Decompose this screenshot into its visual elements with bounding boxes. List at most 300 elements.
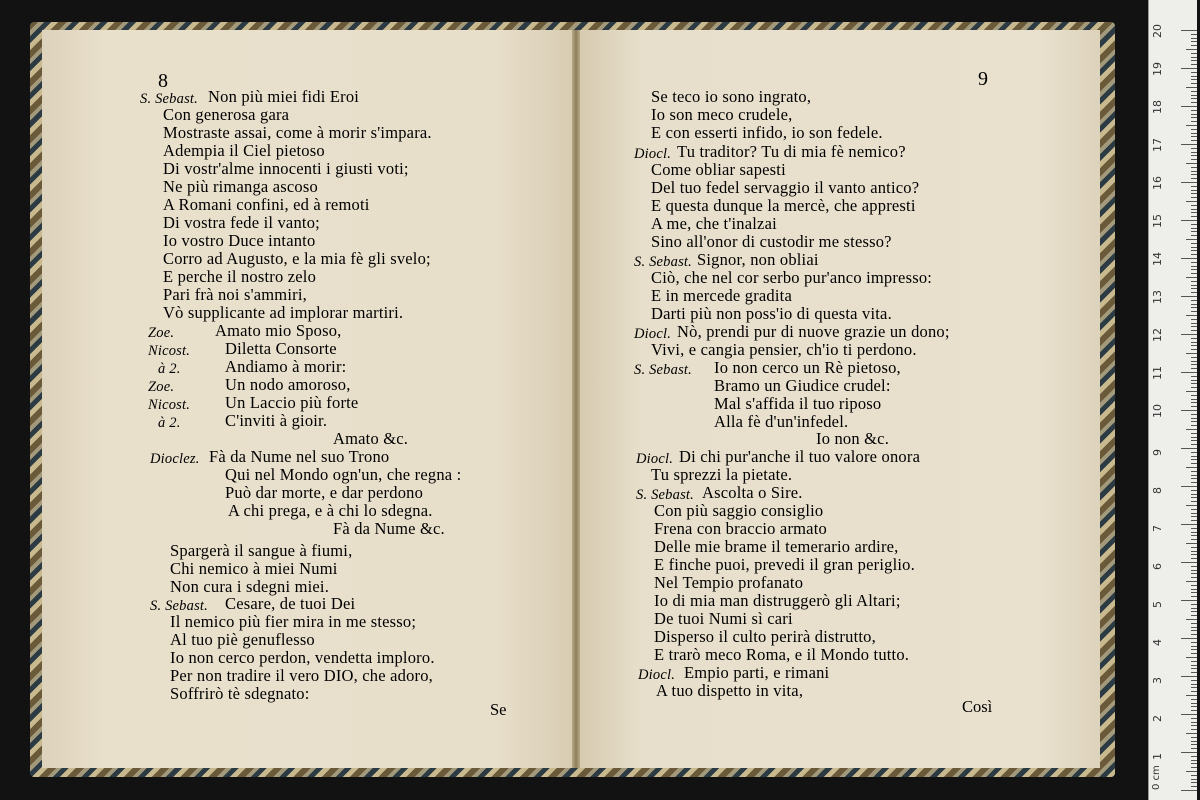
ruler-tick [1191, 630, 1197, 631]
ruler-number: 1 [1151, 753, 1164, 760]
ruler-tick [1191, 482, 1197, 483]
verse-line: Non più miei fidi Eroi [208, 87, 360, 106]
ruler-tick [1186, 733, 1197, 734]
ruler-number: 6 [1151, 563, 1164, 570]
ruler-tick [1191, 159, 1197, 160]
ruler-tick [1186, 277, 1197, 278]
ruler-tick [1191, 706, 1197, 707]
verse-line: De tuoi Numi sì cari [654, 609, 793, 628]
verse-line: Tu sprezzi la pietate. [651, 465, 793, 484]
verse-line: Io di mia man distruggerò gli Altari; [654, 591, 901, 610]
ruler-tick [1186, 201, 1197, 202]
ruler-tick [1191, 273, 1197, 274]
ruler-tick [1191, 190, 1197, 191]
verse-line: Pari frà noi s'ammiri, [163, 285, 307, 304]
ruler-tick [1191, 570, 1197, 571]
verse-line: Bramo un Giudice crudel: [714, 376, 891, 395]
speaker: à 2. [158, 415, 181, 431]
verse-line: Può dar morte, e dar perdono [225, 483, 424, 502]
ruler-tick [1191, 228, 1197, 229]
ruler-tick [1191, 634, 1197, 635]
verse-line: Cesare, de tuoi Dei [225, 594, 356, 613]
ruler-tick [1191, 304, 1197, 305]
ruler-number: 9 [1151, 449, 1164, 456]
ruler-tick [1191, 349, 1197, 350]
ruler-tick [1191, 38, 1197, 39]
verse-line: Chi nemico à miei Numi [170, 559, 338, 578]
ruler-tick [1191, 148, 1197, 149]
verse-line: Non cura i sdegni miei. [170, 577, 330, 596]
verse-line: Nel Tempio profanato [654, 573, 804, 592]
speaker: S. Sebast. [636, 487, 694, 503]
ruler-tick [1191, 478, 1197, 479]
ruler-tick [1191, 262, 1197, 263]
ruler-tick [1191, 551, 1197, 552]
ruler-tick [1191, 566, 1197, 567]
ruler-tick [1186, 87, 1197, 88]
ruler-tick [1181, 144, 1197, 145]
speaker: Nicost. [148, 343, 191, 359]
ruler-tick [1186, 695, 1197, 696]
ruler-tick [1181, 600, 1197, 601]
book-gutter [572, 30, 580, 768]
ruler-tick [1191, 452, 1197, 453]
ruler-tick [1191, 41, 1197, 42]
ruler-tick [1191, 98, 1197, 99]
ruler-tick [1191, 364, 1197, 365]
verse-line: Fà da Nume &c. [333, 519, 445, 538]
ruler-tick [1186, 125, 1197, 126]
verse-line: Signor, non obliai [697, 250, 819, 269]
ruler-tick [1191, 490, 1197, 491]
verse-line: Io non cerco un Rè pietoso, [714, 358, 901, 377]
ruler-tick [1191, 699, 1197, 700]
verse-line: Alla fè d'un'infedel. [714, 412, 849, 431]
ruler-tick [1191, 649, 1197, 650]
ruler-tick [1181, 638, 1197, 639]
verse-line: Per non tradire il vero DIO, che adoro, [170, 666, 434, 685]
ruler-tick [1191, 547, 1197, 548]
ruler-tick [1191, 307, 1197, 308]
ruler-tick [1191, 114, 1197, 115]
ruler-tick [1191, 266, 1197, 267]
ruler-tick [1186, 619, 1197, 620]
ruler-tick [1191, 254, 1197, 255]
ruler-number: 8 [1151, 487, 1164, 494]
ruler-tick [1191, 319, 1197, 320]
ruler-tick [1191, 269, 1197, 270]
ruler-tick [1191, 786, 1197, 787]
ruler-tick [1191, 387, 1197, 388]
speaker: Diocl. [638, 667, 676, 683]
ruler-number: 12 [1151, 328, 1164, 342]
ruler-tick [1191, 691, 1197, 692]
speaker: S. Sebast. [140, 91, 198, 107]
verse-line: Qui nel Mondo ogn'un, che regna : [225, 465, 462, 484]
verse-line: Al tuo piè genuflesso [170, 630, 315, 649]
speaker: Dioclez. [150, 451, 200, 467]
ruler-tick [1186, 543, 1197, 544]
ruler-tick [1191, 425, 1197, 426]
ruler-tick [1191, 463, 1197, 464]
ruler-tick [1191, 357, 1197, 358]
ruler-tick [1181, 448, 1197, 449]
ruler-tick [1191, 361, 1197, 362]
ruler-tick [1191, 782, 1197, 783]
verse-line: Andiamo à morir: [225, 357, 347, 376]
verse-line: Io non cerco perdon, vendetta imploro. [170, 648, 435, 667]
ruler-tick [1191, 653, 1197, 654]
ruler-tick [1186, 429, 1197, 430]
ruler-tick [1191, 368, 1197, 369]
verse-line: Come obliar sapesti [651, 160, 786, 179]
ruler-tick [1191, 703, 1197, 704]
ruler-number: 5 [1151, 601, 1164, 608]
ruler-tick [1191, 323, 1197, 324]
ruler-tick [1191, 330, 1197, 331]
ruler-tick [1181, 296, 1197, 297]
ruler-tick [1181, 220, 1197, 221]
ruler-tick [1191, 668, 1197, 669]
verse-line: Corro ad Augusto, e la mia fè gli svelo; [163, 249, 431, 268]
speaker: Zoe. [148, 325, 175, 341]
verse-line: Ascolta o Sire. [702, 483, 803, 502]
ruler-tick [1191, 471, 1197, 472]
ruler-number: 14 [1151, 252, 1164, 266]
ruler-tick [1191, 178, 1197, 179]
ruler-tick [1191, 216, 1197, 217]
ruler-tick [1191, 133, 1197, 134]
verse-line: Io vostro Duce intanto [163, 231, 316, 250]
ruler-tick [1186, 49, 1197, 50]
ruler-tick [1191, 623, 1197, 624]
ruler-tick [1191, 737, 1197, 738]
ruler-tick [1191, 110, 1197, 111]
ruler-tick [1181, 106, 1197, 107]
ruler-tick [1181, 486, 1197, 487]
verse-line: E trarò meco Roma, e il Mondo tutto. [654, 645, 910, 664]
verse-line: Delle mie brame il temerario ardire, [654, 537, 899, 556]
verse-line: Vivi, e cangia pensier, ch'io ti perdono. [651, 340, 917, 359]
ruler-tick [1191, 554, 1197, 555]
ruler-tick [1191, 494, 1197, 495]
verse-line: Del tuo fedel servaggio il vanto antico? [651, 178, 920, 197]
verse-line: Empio parti, e rimani [684, 663, 830, 682]
ruler-tick [1191, 558, 1197, 559]
verse-line: Darti più non poss'io di questa vita. [651, 304, 892, 323]
ruler-tick [1181, 30, 1197, 31]
ruler-tick [1191, 741, 1197, 742]
ruler-tick [1191, 729, 1197, 730]
ruler-tick [1191, 205, 1197, 206]
ruler-number: 15 [1151, 214, 1164, 228]
verse-line: Adempia il Ciel pietoso [163, 141, 325, 160]
verse-line: Vò supplicante ad implorar martiri. [163, 303, 404, 322]
ruler-tick [1191, 497, 1197, 498]
measuring-ruler [1148, 0, 1197, 800]
ruler-tick [1186, 315, 1197, 316]
ruler-tick [1191, 615, 1197, 616]
ruler-tick [1191, 516, 1197, 517]
page-number-right: 9 [978, 68, 988, 90]
ruler-tick [1191, 433, 1197, 434]
ruler-tick [1191, 34, 1197, 35]
verse-line: Con più saggio consiglio [654, 501, 824, 520]
ruler-tick [1191, 592, 1197, 593]
ruler-tick [1191, 646, 1197, 647]
ruler-tick [1191, 763, 1197, 764]
speaker: S. Sebast. [634, 362, 692, 378]
ruler-tick [1191, 725, 1197, 726]
ruler-number: 17 [1151, 138, 1164, 152]
ruler-tick [1191, 418, 1197, 419]
ruler-tick [1191, 459, 1197, 460]
ruler-unit-label: 0 cm [1151, 765, 1162, 790]
verse-line: E in mercede gradita [651, 286, 792, 305]
ruler-tick [1191, 437, 1197, 438]
ruler-tick [1191, 197, 1197, 198]
ruler-tick [1191, 250, 1197, 251]
ruler-tick [1191, 121, 1197, 122]
verse-line: Se teco io sono ingrato, [651, 87, 812, 106]
ruler-tick [1191, 193, 1197, 194]
ruler-tick [1191, 345, 1197, 346]
ruler-tick [1191, 57, 1197, 58]
ruler-tick [1181, 562, 1197, 563]
ruler-tick [1191, 596, 1197, 597]
ruler-tick [1186, 657, 1197, 658]
ruler-tick [1191, 300, 1197, 301]
ruler-tick [1191, 376, 1197, 377]
ruler-tick [1191, 136, 1197, 137]
verse-line: Mal s'affida il tuo riposo [714, 394, 882, 413]
ruler-tick [1181, 182, 1197, 183]
ruler-tick [1181, 372, 1197, 373]
ruler-tick [1191, 687, 1197, 688]
ruler-tick [1191, 235, 1197, 236]
verse-line: Amato mio Sposo, [215, 321, 342, 340]
ruler-tick [1191, 91, 1197, 92]
verse-line: Soffrirò tè sdegnato: [170, 684, 310, 703]
ruler-tick [1181, 68, 1197, 69]
ruler-tick [1186, 391, 1197, 392]
ruler-tick [1191, 209, 1197, 210]
ruler-tick [1191, 577, 1197, 578]
ruler-tick [1191, 281, 1197, 282]
ruler-tick [1191, 224, 1197, 225]
ruler-tick [1191, 744, 1197, 745]
speaker: S. Sebast. [150, 598, 208, 614]
verse-line: E con esserti infido, io son fedele. [651, 123, 883, 142]
ruler-number: 11 [1151, 366, 1164, 380]
ruler-tick [1186, 771, 1197, 772]
page-number-left: 8 [158, 70, 168, 92]
ruler-number: 18 [1151, 100, 1164, 114]
ruler-tick [1191, 212, 1197, 213]
ruler-tick [1191, 152, 1197, 153]
ruler-tick [1191, 83, 1197, 84]
ruler-tick [1191, 672, 1197, 673]
ruler-number: 19 [1151, 62, 1164, 76]
verse-line: Di vostr'alme innocenti i giusti voti; [163, 159, 409, 178]
ruler-tick [1191, 767, 1197, 768]
ruler-tick [1186, 467, 1197, 468]
ruler-tick [1191, 402, 1197, 403]
ruler-tick [1191, 528, 1197, 529]
ruler-tick [1191, 573, 1197, 574]
ruler-tick [1191, 326, 1197, 327]
ruler-tick [1191, 513, 1197, 514]
verse-line: E questa dunque la mercè, che appresti [651, 196, 916, 215]
ruler-tick [1191, 661, 1197, 662]
ruler-tick [1191, 285, 1197, 286]
ruler-tick [1191, 186, 1197, 187]
verse-line: Mostraste assai, come à morir s'impara. [163, 123, 432, 142]
ruler-tick [1191, 718, 1197, 719]
verse-line: Sino all'onor di custodir me stesso? [651, 232, 892, 251]
ruler-tick [1191, 775, 1197, 776]
ruler-tick [1191, 45, 1197, 46]
ruler-tick [1191, 748, 1197, 749]
ruler-tick [1191, 406, 1197, 407]
ruler-tick [1191, 338, 1197, 339]
ruler-tick [1191, 155, 1197, 156]
ruler-number: 16 [1151, 176, 1164, 190]
ruler-tick [1191, 288, 1197, 289]
ruler-tick [1181, 752, 1197, 753]
ruler-tick [1191, 383, 1197, 384]
verse-line: Nò, prendi pur di nuove grazie un dono; [677, 322, 950, 341]
verse-line: A me, che t'inalzai [651, 214, 777, 233]
ruler-tick [1191, 380, 1197, 381]
ruler-tick [1191, 684, 1197, 685]
verse-line: C'inviti à gioir. [225, 411, 328, 430]
ruler-tick [1191, 64, 1197, 65]
verse-line: Di chi pur'anche il tuo valore onora [679, 447, 921, 466]
verse-line: Ne più rimanga ascoso [163, 177, 318, 196]
ruler-tick [1191, 72, 1197, 73]
speaker: Diocl. [634, 146, 672, 162]
speaker: Diocl. [636, 451, 674, 467]
ruler-tick [1191, 171, 1197, 172]
ruler-tick [1191, 247, 1197, 248]
ruler-tick [1191, 532, 1197, 533]
ruler-tick [1191, 611, 1197, 612]
ruler-number: 3 [1151, 677, 1164, 684]
ruler-tick [1191, 756, 1197, 757]
ruler-tick [1181, 714, 1197, 715]
ruler-tick [1191, 589, 1197, 590]
ruler-tick [1191, 779, 1197, 780]
verse-line: Ciò, che nel cor serbo pur'anco impresso: [651, 268, 933, 287]
speaker: Nicost. [148, 397, 191, 413]
verse-line: A Romani confini, ed à remoti [163, 195, 370, 214]
verse-line: Io son meco crudele, [651, 105, 793, 124]
ruler-tick [1181, 258, 1197, 259]
verse-line: Disperso il culto perirà distrutto, [654, 627, 876, 646]
verse-line: Io non &c. [816, 429, 890, 448]
ruler-tick [1191, 395, 1197, 396]
verse-line: Il nemico più fier mira in me stesso; [170, 612, 417, 631]
ruler-tick [1186, 239, 1197, 240]
ruler-tick [1191, 456, 1197, 457]
ruler-tick [1191, 342, 1197, 343]
ruler-tick [1191, 243, 1197, 244]
ruler-number: 20 [1151, 24, 1164, 38]
ruler-tick [1191, 535, 1197, 536]
speaker: S. Sebast. [634, 254, 692, 270]
ruler-tick [1191, 95, 1197, 96]
ruler-tick [1181, 524, 1197, 525]
ruler-tick [1191, 414, 1197, 415]
verse-line: Di vostra fede il vanto; [163, 213, 320, 232]
ruler-tick [1181, 676, 1197, 677]
ruler-tick [1191, 680, 1197, 681]
ruler-tick [1191, 509, 1197, 510]
ruler-number: 10 [1151, 404, 1164, 418]
speaker: Diocl. [634, 326, 672, 342]
verse-line: Frena con braccio armato [654, 519, 827, 538]
ruler-tick [1191, 539, 1197, 540]
verse-line: Tu traditor? Tu di mia fè nemico? [677, 142, 906, 161]
ruler-tick [1191, 311, 1197, 312]
speaker: à 2. [158, 361, 181, 377]
speaker: Zoe. [148, 379, 175, 395]
ruler-tick [1186, 163, 1197, 164]
verse-line: E perche il nostro zelo [163, 267, 317, 286]
ruler-tick [1191, 710, 1197, 711]
ruler-tick [1191, 117, 1197, 118]
ruler-tick [1191, 292, 1197, 293]
verse-line: A tuo dispetto in vita, [656, 681, 804, 700]
ruler-tick [1191, 475, 1197, 476]
ruler-tick [1191, 520, 1197, 521]
catchword-right: Così [962, 697, 993, 716]
ruler-tick [1191, 399, 1197, 400]
ruler-tick [1191, 421, 1197, 422]
ruler-number: 4 [1151, 639, 1164, 646]
ruler-tick [1191, 102, 1197, 103]
ruler-tick [1191, 231, 1197, 232]
ruler-number: 2 [1151, 715, 1164, 722]
ruler-tick [1191, 627, 1197, 628]
ruler-tick [1191, 167, 1197, 168]
ruler-tick [1181, 790, 1197, 791]
verse-line: Con generosa gara [163, 105, 290, 124]
ruler-tick [1186, 505, 1197, 506]
ruler-tick [1191, 444, 1197, 445]
ruler-tick [1191, 440, 1197, 441]
ruler-tick [1181, 334, 1197, 335]
ruler-tick [1191, 608, 1197, 609]
verse-line: Un Laccio più forte [225, 393, 359, 412]
ruler-tick [1191, 53, 1197, 54]
ruler-tick [1191, 604, 1197, 605]
ruler-tick [1191, 140, 1197, 141]
ruler-number: 7 [1151, 525, 1164, 532]
ruler-tick [1191, 60, 1197, 61]
ruler-tick [1181, 410, 1197, 411]
verse-line: Spargerà il sangue à fiumi, [170, 541, 353, 560]
verse-line: E finche puoi, prevedi il gran periglio. [654, 555, 915, 574]
ruler-number: 13 [1151, 290, 1164, 304]
ruler-tick [1186, 353, 1197, 354]
verse-line: Diletta Consorte [225, 339, 337, 358]
ruler-tick [1191, 585, 1197, 586]
ruler-tick [1191, 79, 1197, 80]
ruler-tick [1191, 642, 1197, 643]
ruler-tick [1191, 76, 1197, 77]
